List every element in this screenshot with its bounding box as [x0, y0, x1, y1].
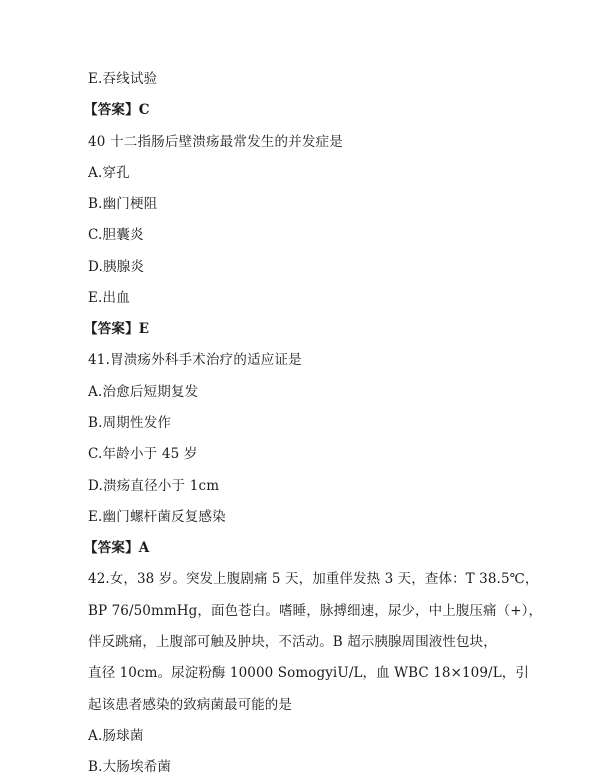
- answer-q40: 【答案】E: [84, 321, 150, 337]
- option-b-q40: B.幽门梗阻: [88, 196, 158, 212]
- option-c-q41: C.年龄小于 45 岁: [88, 446, 198, 462]
- question-42-line-5: 起该患者感染的致病菌最可能的是: [88, 697, 292, 713]
- question-40: 40 十二指肠后壁溃疡最常发生的并发症是: [88, 134, 343, 150]
- option-d-q40: D.胰腺炎: [88, 259, 145, 275]
- answer-q41: 【答案】A: [84, 540, 150, 556]
- question-42-line-4: 直径 10cm。尿淀粉酶 10000 SomogyiU/L，血 WBC 18×109/L，引: [88, 665, 529, 681]
- option-a-q42: A.肠球菌: [88, 728, 144, 744]
- question-42-line-1: 42.女，38 岁。突发上腹剧痛 5 天，加重伴发热 3 天，查体：T 38.5℃，: [88, 571, 539, 587]
- option-e-q41: E.幽门螺杆菌反复感染: [88, 509, 226, 525]
- option-d-q41: D.溃疡直径小于 1cm: [88, 478, 220, 494]
- question-42-line-3: 伴反跳痛，上腹部可触及肿块，不活动。B 超示胰腺周围液性包块，: [88, 634, 497, 650]
- option-a-q41: A.治愈后短期复发: [88, 384, 199, 400]
- question-41: 41.胃溃疡外科手术治疗的适应证是: [88, 352, 302, 368]
- option-a-q40: A.穿孔: [88, 165, 130, 181]
- option-c-q40: C.胆囊炎: [88, 227, 144, 243]
- option-e-q39: E.吞线试验: [88, 71, 158, 87]
- answer-q39: 【答案】C: [84, 102, 150, 118]
- option-b-q41: B.周期性发作: [88, 415, 172, 431]
- option-e-q40: E.出血: [88, 290, 130, 306]
- option-b-q42: B.大肠埃希菌: [88, 759, 172, 775]
- question-42-line-2: BP 76/50mmHg，面色苍白。嗜睡，脉搏细速，尿少，中上腹压痛（+），: [88, 603, 543, 619]
